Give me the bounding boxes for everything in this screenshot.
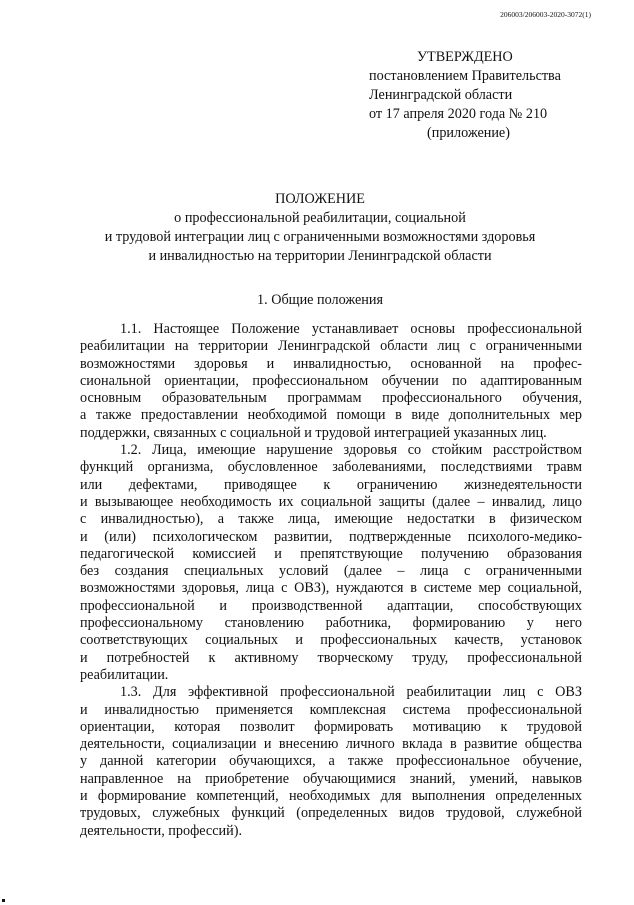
paragraph-line: деятельности, социализации и внесению личного вклада в развитие общества	[80, 736, 582, 753]
title-line-3: и инвалидностью на территории Ленинградской области	[148, 248, 492, 264]
approval-line-3: от 17 апреля 2020 года № 210	[369, 106, 548, 122]
paragraph	[80, 321, 582, 442]
approved-label: УТВЕРЖДЕНО	[417, 49, 513, 65]
paragraph-line: а также предоставлении необходимой помощи в виде дополнительных мер	[80, 407, 582, 424]
paragraph-line: и потребностей к активному творческому труду, профессиональной	[80, 649, 582, 666]
approval-note: (приложение)	[427, 125, 510, 141]
paragraph-line: ориентации, которая позволит формировать мотивацию к трудовой	[80, 718, 582, 735]
paragraph-line: профессиональному становлению работника, формированию у него	[80, 615, 582, 632]
paragraph-line: реабилитации на территории Ленинградской области лиц с ограниченными	[80, 338, 582, 355]
paragraph-line: возможностями здоровья, лица с ОВЗ), нуждаются в системе мер социальной,	[80, 580, 582, 597]
paragraph-line: поддержки, связанных с социальной и трудовой интеграцией указанных лиц.	[80, 424, 547, 441]
paragraph-line: трудовых, служебных функций (определенных видов трудовой, служебной	[80, 805, 582, 822]
paragraph-line: реабилитации.	[80, 666, 169, 683]
paragraph-line: направленное на приобретение обучающимися знаний, умений, навыков	[80, 770, 582, 787]
paragraph-line: педагогической комиссией и препятствующие получению образования	[80, 545, 582, 562]
title-heading: ПОЛОЖЕНИЕ	[275, 191, 365, 207]
paragraph-line: 1.1. Настоящее Положение устанавливает основы профессиональной	[120, 321, 582, 337]
paragraph-line: и вызывающее необходимость их социальной защиты (далее – инвалид, лицо	[80, 493, 582, 510]
approval-stamp	[369, 48, 599, 143]
scan-mark	[2, 899, 5, 902]
paragraph-line: у данной категории обучающихся, а также профессиональное обучение,	[80, 753, 582, 770]
paragraph-line: 1.2. Лица, имеющие нарушение здоровья со стойким расстройством	[120, 442, 582, 459]
paragraph	[80, 684, 582, 840]
approval-line-2: Ленинградской области	[369, 87, 513, 103]
paragraph-line: и инвалидностью применяется комплексная система профессиональной	[80, 701, 582, 718]
document-id: 206003/206003-2020-3072(1)	[500, 10, 591, 19]
paragraph-line: и (или) психологическом развитии, подтвержденные психолого-медико-	[80, 528, 582, 545]
document-title	[60, 190, 580, 266]
paragraph-line: основным образовательным программам профессионального обучения,	[80, 390, 582, 407]
paragraph-line: 1.3. Для эффективной профессиональной реабилитации лиц с ОВЗ	[120, 684, 582, 701]
paragraph-line: и формирование компетенций, необходимых для выполнения определенных	[80, 788, 582, 805]
paragraph-line: профессиональной и производственной адаптации, способствующих	[80, 597, 582, 614]
paragraph	[80, 442, 582, 684]
paragraph-line: возможностями здоровья и инвалидностью, основанной на профес-	[80, 355, 582, 372]
title-line-2: и трудовой интеграции лиц с ограниченными возможностями здоровья	[104, 229, 536, 245]
paragraph-line: функций организма, обусловленное заболеваниями, последствиями травм	[80, 459, 582, 476]
paragraph-line: или дефектами, приводящее к ограничению жизнедеятельности	[80, 476, 582, 493]
paragraph-line: с инвалидностью), а также лица, имеющие недостатки в физическом	[80, 511, 582, 528]
paragraph-line: деятельности, профессий).	[80, 822, 242, 839]
section-heading: 1. Общие положения	[257, 292, 383, 308]
paragraph-line: сиональной ориентации, профессиональном обучении по адаптированным	[80, 372, 582, 389]
body-text	[80, 321, 582, 840]
approval-line-1: постановлением Правительства	[369, 68, 561, 84]
paragraph-line: без создания специальных условий (далее – лица с ограниченными	[80, 563, 582, 580]
paragraph-line: соответствующих социальных и профессиональных качеств, установок	[80, 632, 582, 649]
title-line-1: о профессиональной реабилитации, социальной	[174, 210, 466, 226]
